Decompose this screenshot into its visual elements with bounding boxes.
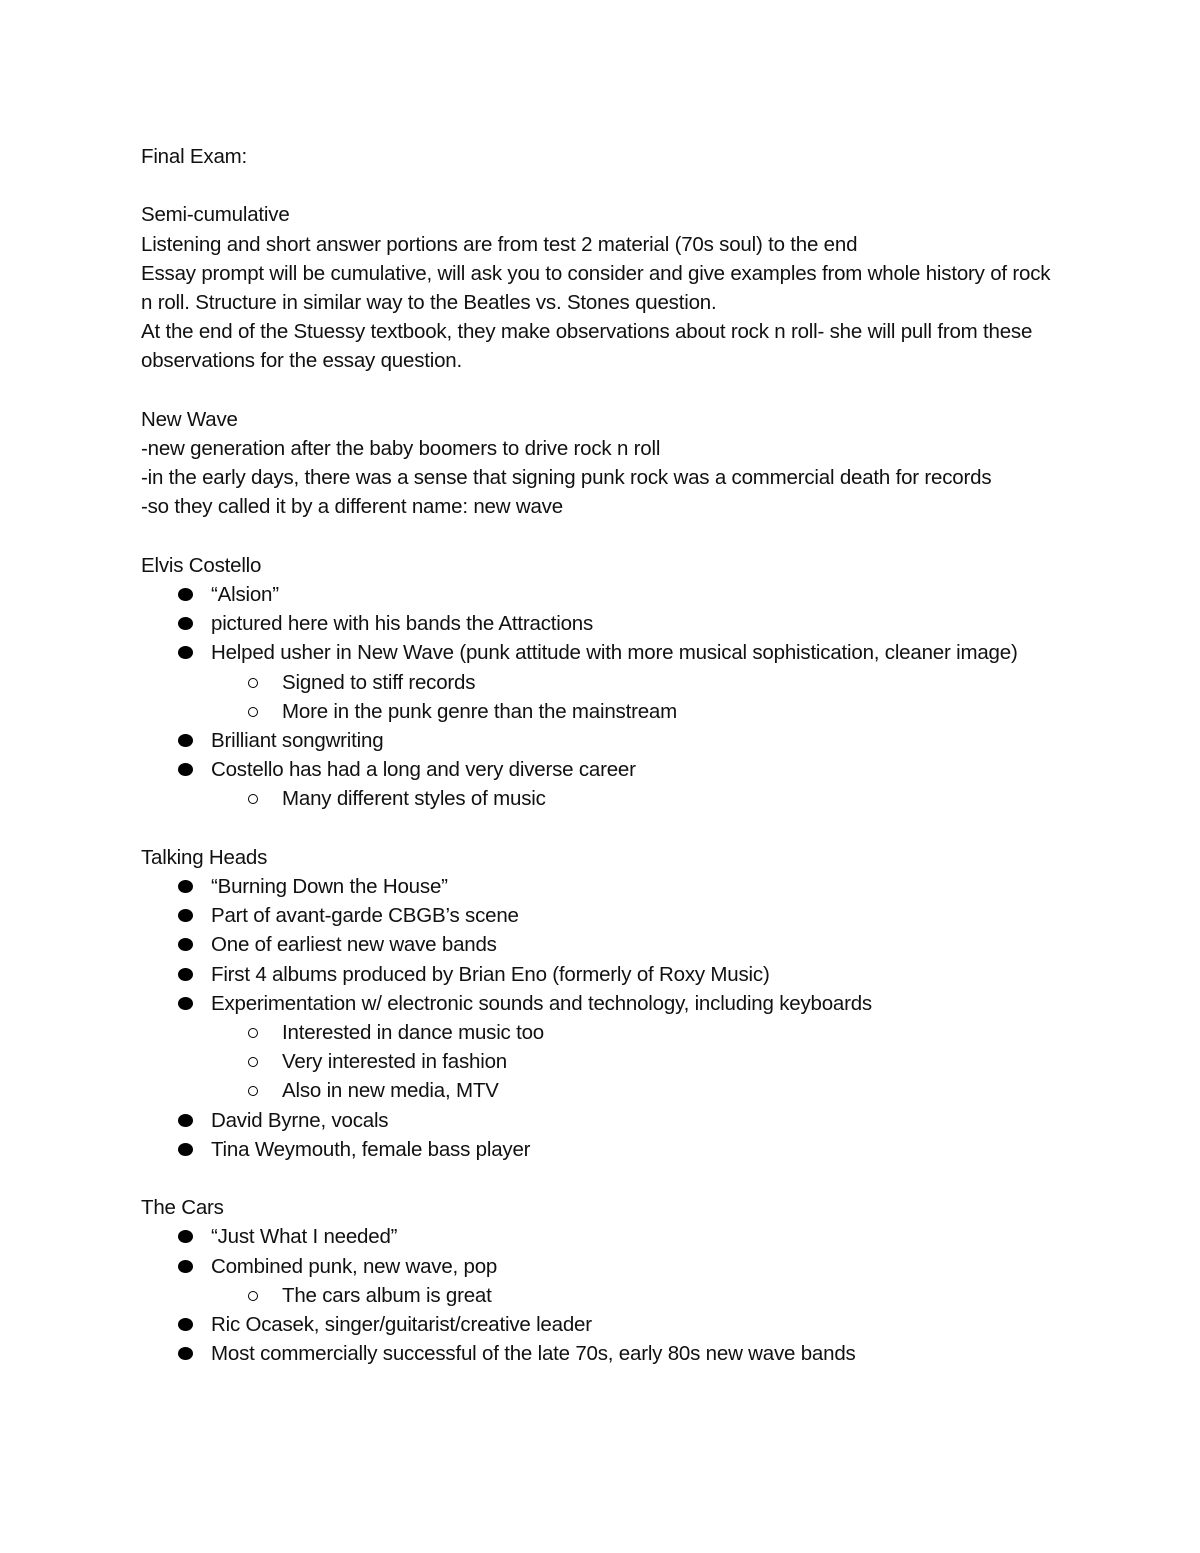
section-heading: Elvis Costello (141, 553, 262, 577)
bullet-list (141, 872, 1061, 1164)
list-item-text: Experimentation w/ electronic sounds and technology, including keyboards (211, 991, 872, 1015)
list-item-text: David Byrne, vocals (211, 1108, 389, 1132)
sub-bullet-list (211, 1018, 1061, 1106)
bullet-icon (178, 1230, 193, 1243)
bullet-icon (178, 997, 193, 1010)
list-item (211, 1339, 1061, 1368)
section-heading: New Wave (141, 407, 238, 431)
circle-bullet-icon (248, 794, 258, 804)
list-item-text: Combined punk, new wave, pop (211, 1254, 498, 1278)
circle-bullet-icon (248, 678, 258, 688)
list-item-text: “Burning Down the House” (211, 875, 448, 899)
list-item (211, 930, 1061, 959)
circle-bullet-icon (248, 1028, 258, 1038)
note-line: -new generation after the baby boomers to drive rock n roll (141, 437, 661, 460)
list-item-text: First 4 albums produced by Brian Eno (formerly of Roxy Music) (211, 962, 770, 986)
sub-bullet-list (211, 1281, 1061, 1310)
spacer (141, 814, 1061, 843)
sub-list-item-text: The cars album is great (282, 1283, 492, 1307)
list-item (211, 755, 1061, 813)
bullet-icon (178, 588, 193, 601)
spacer (141, 522, 1061, 551)
list-item (211, 960, 1061, 989)
bullet-icon (178, 734, 193, 747)
note-line: -so they called it by a different name: new wave (141, 495, 563, 519)
intro-paragraph: At the end of the Stuessy textbook, they make observations about rock n roll- she will pull from these observations for the essay question. (141, 320, 1033, 373)
sub-list-item-text: Signed to stiff records (282, 670, 476, 694)
list-item-text: Most commercially successful of the late 70s, early 80s new wave bands (211, 1342, 856, 1366)
sub-list-item (282, 784, 1061, 813)
circle-bullet-icon (248, 1291, 258, 1301)
sub-list-item-text: Interested in dance music too (282, 1021, 544, 1045)
sub-list-item (282, 1076, 1061, 1105)
sub-list-item-text: Very interested in fashion (282, 1050, 507, 1074)
bullet-icon (178, 968, 193, 981)
page-title: Final Exam: (141, 145, 248, 168)
bullet-icon (178, 909, 193, 922)
list-item (211, 989, 1061, 1106)
list-item-text: Brilliant songwriting (211, 729, 384, 753)
bullet-icon (178, 1143, 193, 1156)
bullet-icon (178, 1260, 193, 1273)
list-item-text: pictured here with his bands the Attractions (211, 612, 594, 636)
list-item (211, 1106, 1061, 1135)
section-heading: The Cars (141, 1196, 224, 1220)
sub-list-item (282, 1281, 1061, 1310)
bullet-icon (178, 1114, 193, 1127)
circle-bullet-icon (248, 707, 258, 717)
bullet-icon (178, 763, 193, 776)
document-page (141, 142, 1061, 1368)
list-item (211, 1252, 1061, 1310)
spacer (141, 376, 1061, 405)
sub-bullet-list (211, 668, 1061, 726)
sub-list-item (282, 697, 1061, 726)
list-item (211, 580, 1061, 609)
intro-paragraph: Listening and short answer portions are from test 2 material (70s soul) to the end (141, 232, 858, 256)
intro-paragraph: Essay prompt will be cumulative, will ask you to consider and give examples from whole history of rock n roll. Structure in similar way to the Beatles vs. Stones question. (141, 261, 1051, 314)
circle-bullet-icon (248, 1057, 258, 1067)
elvis-costello-section (141, 551, 1061, 814)
list-item (211, 901, 1061, 930)
section-heading: Talking Heads (141, 845, 268, 869)
list-item-text: “Alsion” (211, 583, 279, 606)
bullet-icon (178, 880, 193, 893)
new-wave-section (141, 405, 1061, 522)
list-item-text: Costello has had a long and very diverse career (211, 758, 636, 782)
list-item (211, 726, 1061, 755)
list-item (211, 1135, 1061, 1164)
list-item-text: “Just What I needed” (211, 1225, 398, 1249)
section-heading: Semi-cumulative (141, 203, 290, 227)
sub-bullet-list (211, 784, 1061, 813)
spacer (141, 171, 1061, 200)
spacer (141, 1164, 1061, 1193)
list-item (211, 638, 1061, 726)
sub-list-item-text: Many different styles of music (282, 787, 546, 811)
bullet-icon (178, 938, 193, 951)
list-item (211, 609, 1061, 638)
list-item (211, 1222, 1061, 1251)
sub-list-item-text: More in the punk genre than the mainstream (282, 699, 677, 723)
sub-list-item (282, 668, 1061, 697)
list-item-text: Part of avant-garde CBGB’s scene (211, 904, 519, 928)
circle-bullet-icon (248, 1086, 258, 1096)
list-item-text: One of earliest new wave bands (211, 933, 497, 957)
list-item (211, 872, 1061, 901)
bullet-icon (178, 646, 193, 659)
list-item-text: Ric Ocasek, singer/guitarist/creative leader (211, 1313, 592, 1337)
intro-section (141, 200, 1061, 375)
bullet-icon (178, 617, 193, 630)
bullet-icon (178, 1318, 193, 1331)
list-item (211, 1310, 1061, 1339)
bullet-icon (178, 1347, 193, 1360)
list-item-text: Tina Weymouth, female bass player (211, 1137, 531, 1161)
bullet-list (141, 580, 1061, 814)
talking-heads-section (141, 843, 1061, 1164)
bullet-list (141, 1222, 1061, 1368)
note-line: -in the early days, there was a sense that signing punk rock was a commercial death for records (141, 466, 992, 490)
the-cars-section (141, 1193, 1061, 1368)
sub-list-item (282, 1047, 1061, 1076)
sub-list-item-text: Also in new media, MTV (282, 1079, 499, 1103)
sub-list-item (282, 1018, 1061, 1047)
list-item-text: Helped usher in New Wave (punk attitude with more musical sophistication, cleaner image) (211, 641, 1018, 665)
